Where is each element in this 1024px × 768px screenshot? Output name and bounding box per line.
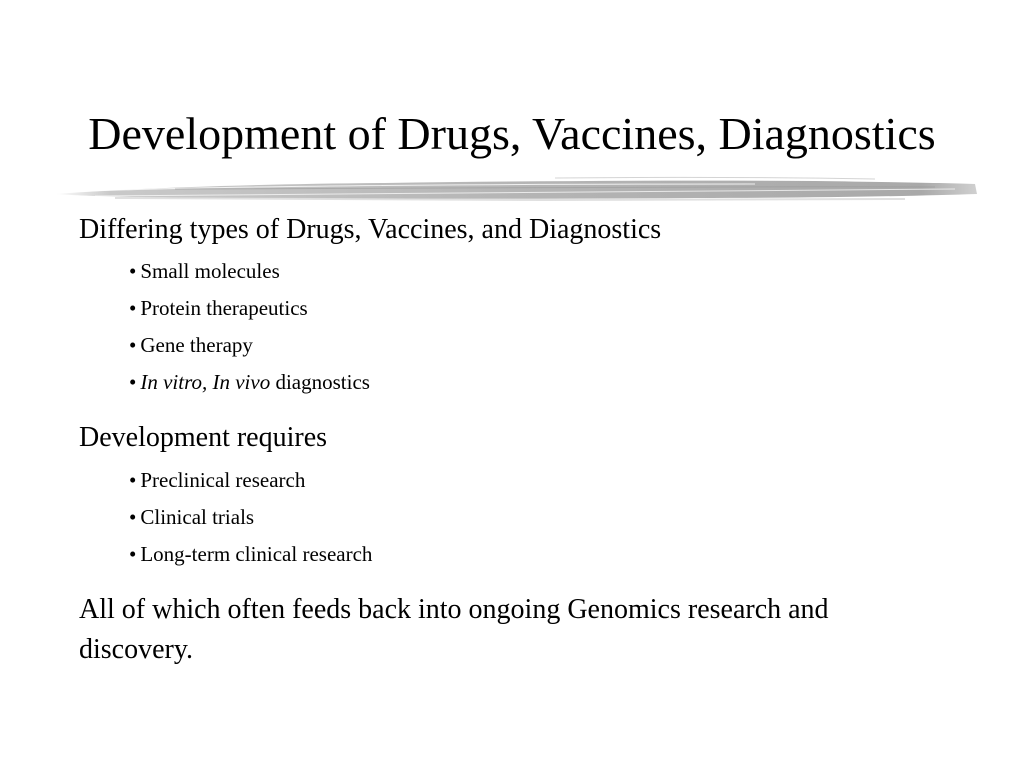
bullet-marker: • xyxy=(129,468,137,492)
list-item xyxy=(129,540,372,568)
list-item-label: Clinical trials xyxy=(140,505,255,529)
list-item xyxy=(129,503,254,531)
list-item-label: Small molecules xyxy=(140,259,280,283)
section-heading-development: Development requires xyxy=(79,422,328,453)
brush-stroke-divider xyxy=(55,172,980,212)
bullet-marker: • xyxy=(129,296,137,320)
list-item xyxy=(129,368,370,396)
bullet-marker: • xyxy=(129,333,137,357)
list-item xyxy=(129,257,280,285)
slide-title: Development of Drugs, Vaccines, Diagnostics xyxy=(88,108,936,159)
list-item-italic-label: In vitro, In vivo xyxy=(140,370,271,394)
list-item-label: Preclinical research xyxy=(140,468,306,492)
list-item xyxy=(129,294,308,322)
bullet-marker: • xyxy=(129,370,137,394)
list-item-label: diagnostics xyxy=(270,370,370,394)
list-item xyxy=(129,331,253,359)
bullet-marker: • xyxy=(129,505,137,529)
list-item-label: Protein therapeutics xyxy=(140,296,308,320)
bullet-marker: • xyxy=(129,542,137,566)
section-heading-types: Differing types of Drugs, Vaccines, and Diagnostics xyxy=(79,214,662,245)
section-heading-feedback: All of which often feeds back into ongoing Genomics research and discovery. xyxy=(79,594,829,665)
list-item-label: Gene therapy xyxy=(140,333,253,357)
list-item xyxy=(129,466,305,494)
list-item-label: Long-term clinical research xyxy=(140,542,373,566)
bullet-marker: • xyxy=(129,259,137,283)
